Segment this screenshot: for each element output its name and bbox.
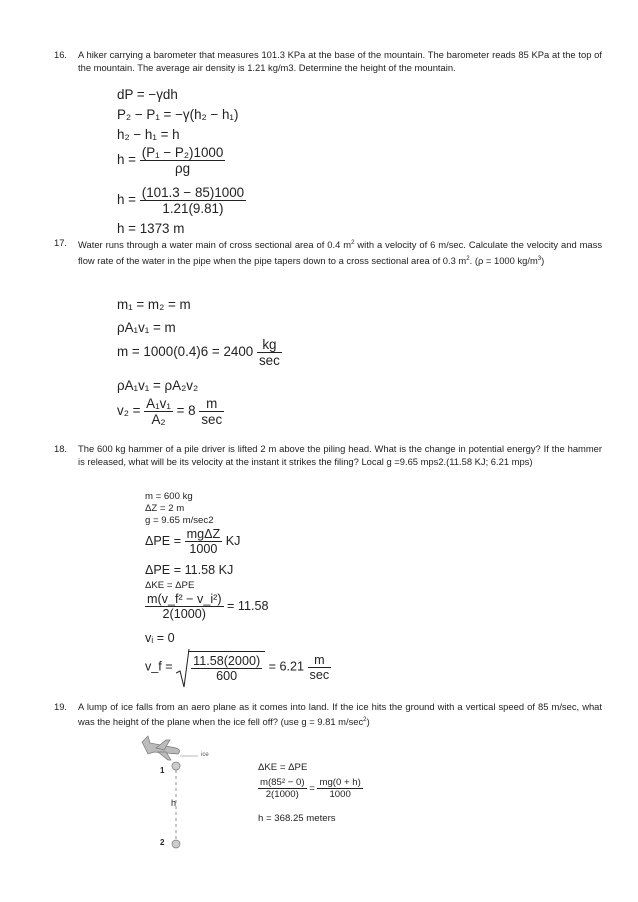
problem-number: 19.	[54, 701, 68, 712]
equation: v₂ = $\frac{\text{A₁v₁}}{\text{A₂}}$ = 8 $\frac{m}{\sec}$	[117, 396, 223, 427]
equation-result: h = 368.25 meters	[258, 813, 336, 824]
point-2-marker	[172, 840, 180, 848]
equation: h = $\frac{\text{(P₁ − P₂)1000}}{\rho g}$	[117, 145, 224, 176]
equation: $\frac{\text{m(85² − 0)}}{2(1000)}$ = $\frac{mg(0 + h)}{1000}$	[260, 777, 361, 800]
given-value: ΔZ = 2 m	[145, 503, 185, 514]
equation: h₂ − h₁ = h	[117, 127, 180, 142]
equation-result: h = 1373 m	[117, 221, 185, 236]
airplane-diagram	[138, 730, 238, 850]
problem-16	[54, 48, 602, 75]
equation: P₂ − P₁ = −γ(h₂ − h₁)	[117, 107, 239, 122]
problem-text: A lump of ice falls from an aero plane as it comes into land. If the ice hits the ground with a vertical speed of 85 m/sec, what was the height of the plane when the ice fell off? (use g = 9.81 $m/\sec^2$)	[78, 701, 602, 728]
problem-18	[54, 442, 602, 469]
equation: dP = −γdh	[117, 87, 178, 102]
problem-text: The 600 kg hammer of a pile driver is lifted 2 m above the piling head. What is the change in potential energy? If the hammer is released, what will be its velocity at the instant it strikes the filing? Local g =9.65 mps2.(11.58 KJ; 6.21 mps)	[78, 443, 602, 468]
equation: m₁ = m₂ = m	[117, 297, 191, 312]
equation: ΔPE = 11.58 KJ	[145, 563, 234, 577]
given-value: m = 600 kg	[145, 491, 193, 502]
height-label: h	[171, 798, 177, 808]
problem-number: 16.	[54, 49, 68, 60]
point-1-label: 1	[160, 766, 165, 775]
equation: v_f = $\frac{11.58(2000)}{600}$ = 6.21 $\frac{m}{\sec}$	[145, 651, 331, 683]
problem-text: Water runs through a water main of cross sectional area of 0.4 $m^2$ with a velocity of 6 m/sec. Calculate the velocity and mass flow rate of the water in the pipe when the pipe tapers down to a cross sectional area of 0.3 $m^2$. (ρ = 1000 $kg/m^3$)	[78, 239, 603, 266]
equation: ρA₁v₁ = ρA₂v₂	[117, 378, 199, 393]
falling-ice-figure	[138, 730, 238, 855]
problem-text: A hiker carrying a barometer that measures 101.3 KPa at the base of the mountain. The barometer reads 85 KPa at the top of the mountain. The average air density is 1.21 kg/m3. Determine the height of the mountain.	[78, 49, 602, 74]
problem-17	[54, 236, 602, 267]
equation: ΔKE = ΔPE	[145, 580, 195, 591]
equation: h = $\frac{(101.3 - 85)1000}{1.21(9.81)}$	[117, 185, 245, 216]
airplane-icon	[142, 736, 180, 760]
square-root: $\frac{11.58(2000)}{600}$	[176, 651, 265, 683]
equation: ΔKE = ΔPE	[258, 762, 308, 773]
equation: $\frac{\text{m(v\_f² − v\_i²)}}{2(1000)}$ = 11.58	[147, 592, 269, 621]
equation: ρA₁v₁ = m	[117, 320, 176, 335]
problem-number: 18.	[54, 443, 68, 454]
ice-label: ice	[201, 752, 209, 758]
given-value: g = 9.65 m/sec2	[145, 515, 214, 526]
point-2-label: 2	[160, 838, 165, 847]
equation: ΔPE = $\frac{\text{mgΔZ}}{1000}$ KJ	[145, 527, 241, 556]
equation: m = 1000(0.4)6 = 2400 $\frac{kg}{\sec}$	[117, 337, 280, 368]
problem-19	[54, 700, 602, 729]
equation: vᵢ = 0	[145, 631, 175, 645]
problem-number: 17.	[54, 237, 68, 248]
point-1-marker	[172, 762, 180, 770]
